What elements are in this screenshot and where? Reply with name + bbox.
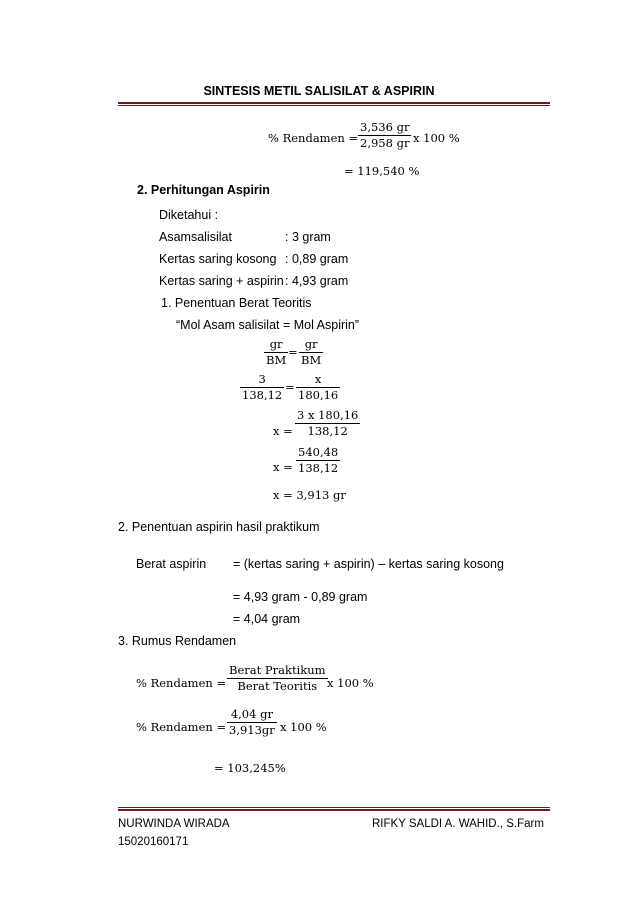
numerator: 3 x 180,16: [297, 408, 359, 422]
header-rule-thin: [118, 105, 550, 106]
denominator: 3,913gr: [229, 723, 275, 737]
equals-sign: =: [288, 345, 298, 359]
quote-text: “Mol Asam salisilat = Mol Aspirin”: [176, 318, 360, 332]
footer-supervisor: RIFKY SALDI A. WAHID., S.Farm: [372, 818, 544, 830]
x-result: x = 3,913 gr: [273, 488, 346, 502]
x-equals: x =: [273, 460, 293, 474]
subsection-heading: 1. Penentuan Berat Teoritis: [161, 296, 312, 310]
fraction-x-180: [296, 372, 340, 403]
known-item-value: : 4,93 gram: [285, 274, 349, 288]
fraction-gr-bm: [299, 337, 323, 368]
yield-formula-fraction: [227, 663, 328, 694]
section-heading-practicum: 2. Penentuan aspirin hasil praktikum: [118, 520, 320, 534]
eq1-numerator: 3,536 gr: [360, 120, 410, 134]
denominator: BM: [266, 353, 287, 367]
known-item-label: Kertas saring + aspirin: [159, 274, 284, 288]
denominator: Berat Teoritis: [227, 678, 328, 694]
section-heading-formula: 3. Rumus Rendamen: [118, 634, 237, 648]
numerator: 3: [258, 372, 266, 386]
fraction-3-138: [240, 372, 284, 403]
numerator: Berat Praktikum: [229, 663, 326, 677]
aspirin-weight-result: = 4,04 gram: [233, 612, 301, 626]
numerator: 4,04 gr: [230, 707, 273, 721]
known-item-value: : 0,89 gram: [285, 252, 349, 266]
fraction-540-138: [296, 445, 340, 476]
denominator: 138,12: [298, 461, 339, 475]
footer-rule: [118, 809, 550, 811]
denominator: 138,12: [242, 388, 283, 402]
aspirin-weight-label: Berat aspirin: [136, 557, 207, 571]
eq1-fraction: [358, 120, 411, 151]
footer-rule-thin: [118, 807, 550, 808]
x-equals: x =: [273, 424, 293, 438]
known-item-label: Asamsalisilat: [159, 230, 232, 244]
yield-values-tail: x 100 %: [280, 720, 327, 734]
numerator: gr: [269, 337, 283, 351]
numerator: gr: [304, 337, 318, 351]
equals-sign: =: [285, 380, 295, 394]
fraction-gr-bm: [264, 337, 288, 368]
eq1-denominator: 2,958 gr: [360, 136, 410, 150]
fraction-3x180-138: [295, 408, 360, 439]
numerator: 540,48: [298, 445, 339, 459]
yield-result: = 103,245%: [214, 761, 286, 775]
denominator: 138,12: [295, 423, 360, 439]
aspirin-weight-formula: = (kertas saring + aspirin) – kertas saring kosong: [233, 557, 504, 571]
eq1-tail: x 100 %: [413, 131, 460, 145]
yield-formula-tail: x 100 %: [327, 676, 374, 690]
numerator: x: [314, 372, 322, 386]
section-heading-aspirin: 2. Perhitungan Aspirin: [137, 183, 270, 197]
eq1-result: = 119,540 %: [344, 164, 420, 178]
known-item-label: Kertas saring kosong: [159, 252, 277, 266]
yield-values-fraction: [227, 707, 277, 738]
header-rule: [118, 102, 550, 104]
eq1-lhs: % Rendamen =: [268, 131, 359, 145]
denominator: BM: [301, 353, 322, 367]
yield-lhs: % Rendamen =: [136, 720, 227, 734]
aspirin-weight-substitution: = 4,93 gram - 0,89 gram: [233, 590, 368, 604]
yield-lhs: % Rendamen =: [136, 676, 227, 690]
denominator: 180,16: [298, 388, 339, 402]
known-label: Diketahui :: [159, 208, 219, 222]
known-item-value: : 3 gram: [285, 230, 331, 244]
page-title: SINTESIS METIL SALISILAT & ASPIRIN: [203, 84, 435, 98]
footer-author-id: 15020160171: [118, 836, 189, 848]
footer-author-name: NURWINDA WIRADA: [118, 818, 230, 830]
